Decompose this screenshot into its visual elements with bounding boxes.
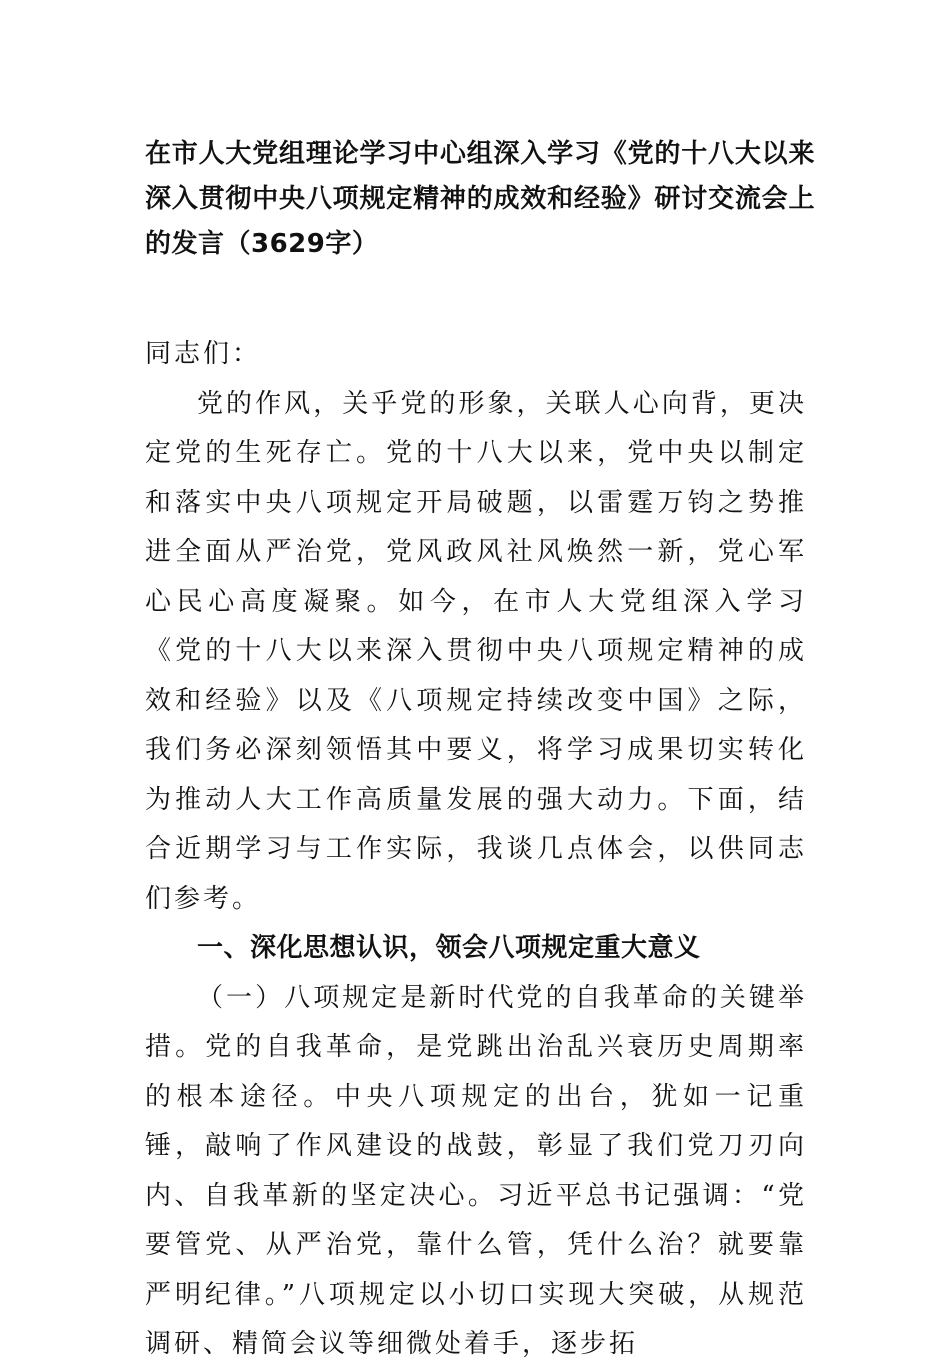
section-heading: 一、深化思想认识，领会八项规定重大意义 (197, 933, 701, 963)
document-title: 在市人大党组理论学习中心组深入学习《党的十八大以来深入贯彻中央八项规定精神的成效和经验》研讨交流会上的发言（3629字） (145, 139, 815, 259)
salutation: 同志们： (145, 339, 262, 369)
subsection-paragraph: （一）八项规定是新时代党的自我革命的关键举措。党的自我革命，是党跳出治乱兴衰历史周期率的根本途径。中央八项规定的出台，犹如一记重锤，敲响了作风建设的战鼓，彰显了我们党刀刃向内、自我革新的坚定决心。习近平总书记强调：“党要管党、从严治党，靠什么管，凭什么治？就要靠严明纪律。”八项规定以小切口实现大突破，从规范调研、精简会议等细微处着手，逐步拓 (145, 982, 807, 1359)
intro-paragraph: 党的作风，关乎党的形象，关联人心向背，更决定党的生死存亡。党的十八大以来，党中央以制定和落实中央八项规定开局破题，以雷霆万钧之势推进全面从严治党，党风政风社风焕然一新，党心军心民心高度凝聚。如今，在市人大党组深入学习《党的十八大以来深入贯彻中央八项规定精神的成效和经验》以及《八项规定持续改变中国》之际，我们务必深刻领悟其中要义，将学习成果切实转化为推动人大工作高质量发展的强大动力。下面，结合近期学习与工作实际，我谈几点体会，以供同志们参考。 (145, 388, 807, 914)
document-body (145, 330, 807, 1370)
